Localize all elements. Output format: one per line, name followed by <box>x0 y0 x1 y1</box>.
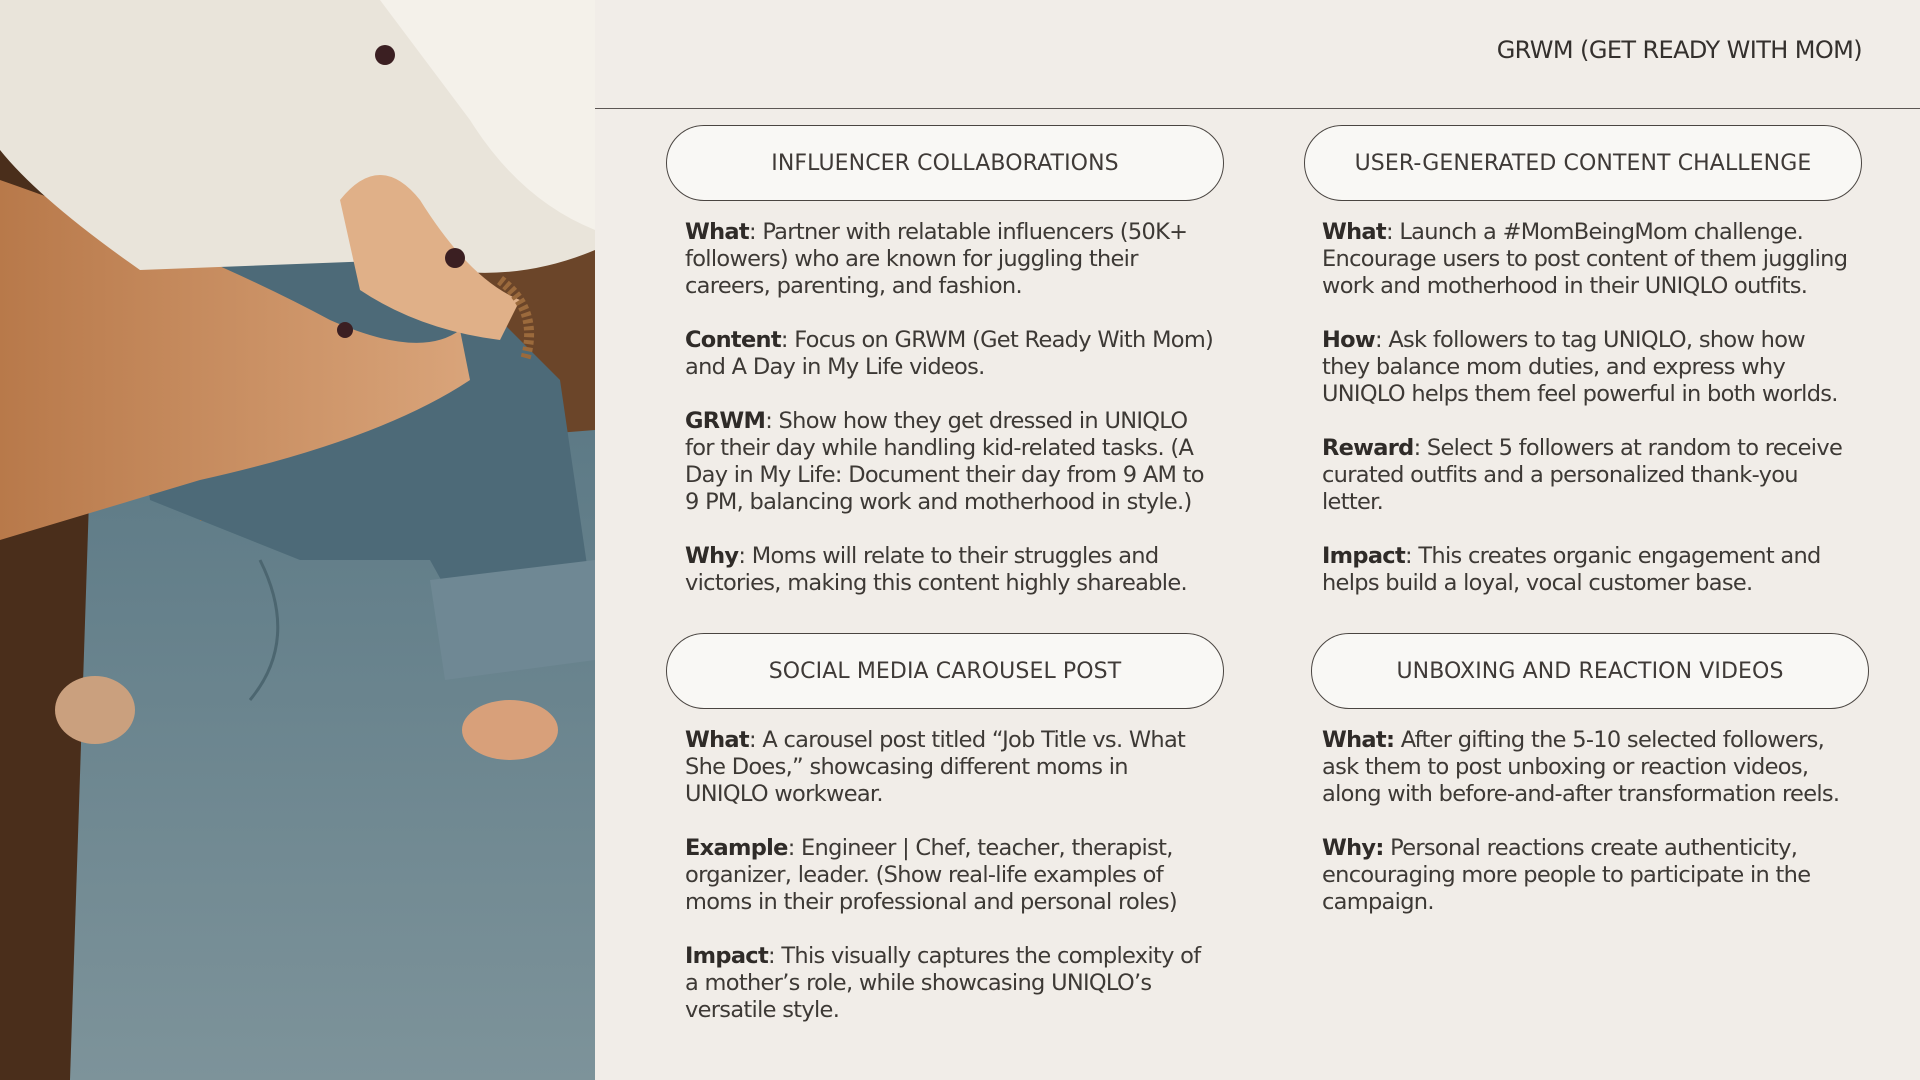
card-paragraph <box>1322 727 1852 808</box>
paragraph-text: Select 5 followers at random to receive curated outfits and a personalized thank-you letter. <box>1322 435 1843 515</box>
card-paragraph <box>1322 219 1852 300</box>
paragraph-separator: : <box>1374 327 1382 353</box>
paragraph-label: Example <box>685 835 788 861</box>
paragraph-text: Partner with relatable influencers (50K+ followers) who are known for juggling their careers, parenting, and fashion. <box>685 219 1188 299</box>
paragraph-separator: : <box>1405 543 1412 569</box>
paragraph-label: What <box>685 727 749 753</box>
paragraph-label: What <box>685 219 749 245</box>
paragraph-separator: : <box>738 543 746 569</box>
card-paragraph <box>685 543 1215 597</box>
paragraph-text: Focus on GRWM (Get Ready With Mom) and A Day in My Life videos. <box>685 327 1214 380</box>
card-body-user-generated-content-challenge <box>1322 219 1852 624</box>
mother-holding-child-photo <box>0 0 595 1080</box>
paragraph-label: Reward <box>1322 435 1414 461</box>
paragraph-label: How <box>1322 327 1375 353</box>
paragraph-separator: : <box>780 327 788 353</box>
paragraph-text: After gifting the 5-10 selected followers, ask them to post unboxing or reaction videos, along with before-and-after transformation reels. <box>1322 727 1840 807</box>
card-title-user-generated-content-challenge: USER-GENERATED CONTENT CHALLENGE <box>1304 125 1862 201</box>
header-divider <box>595 108 1920 109</box>
paragraph-separator: : <box>787 835 795 861</box>
paragraph-text: Personal reactions create authenticity, encouraging more people to participate in the campaign. <box>1322 835 1811 915</box>
card-title-unboxing-and-reaction-videos: UNBOXING AND REACTION VIDEOS <box>1311 633 1869 709</box>
paragraph-text: Moms will relate to their struggles and victories, making this content highly shareable. <box>685 543 1187 596</box>
card-paragraph <box>1322 835 1852 916</box>
paragraph-text: Engineer | Chef, teacher, therapist, organizer, leader. (Show real-life examples of moms in their professional and personal roles) <box>685 835 1177 915</box>
card-title-social-media-carousel-post: SOCIAL MEDIA CAROUSEL POST <box>666 633 1224 709</box>
paragraph-text: A carousel post titled “Job Title vs. What She Does,” showcasing different moms in UNIQLO workwear. <box>685 727 1186 807</box>
card-body-social-media-carousel-post <box>685 727 1215 1051</box>
paragraph-label: What: <box>1322 727 1395 753</box>
card-paragraph <box>1322 543 1852 597</box>
paragraph-label: Impact <box>685 943 768 969</box>
paragraph-text: This visually captures the complexity of a mother’s role, while showcasing UNIQLO’s versatile style. <box>685 943 1201 1023</box>
paragraph-separator: : <box>748 727 756 753</box>
paragraph-text: Show how they get dressed in UNIQLO for their day while handling kid-related tasks. (A Day in My Life: Document their day from 9 AM to 9 PM, balancing work and motherhood in style.) <box>685 408 1204 515</box>
paragraph-label: Content <box>685 327 781 353</box>
card-paragraph <box>685 835 1215 916</box>
card-paragraph <box>685 219 1215 300</box>
paragraph-label: Impact <box>1322 543 1405 569</box>
paragraph-separator: : <box>765 408 773 434</box>
page-title: GRWM (GET READY WITH MOM) <box>1496 36 1862 64</box>
paragraph-text: Launch a #MomBeingMom challenge. Encourage users to post content of them juggling work and motherhood in their UNIQLO outfits. <box>1322 219 1848 299</box>
paragraph-label: Why <box>685 543 739 569</box>
paragraph-label: What <box>1322 219 1386 245</box>
paragraph-label: GRWM <box>685 408 766 434</box>
card-paragraph <box>685 727 1215 808</box>
paragraph-text: This creates organic engagement and helps build a loyal, vocal customer base. <box>1322 543 1821 596</box>
card-paragraph <box>1322 435 1852 516</box>
paragraph-separator: : <box>748 219 756 245</box>
card-paragraph <box>685 327 1215 381</box>
paragraph-separator: : <box>1413 435 1421 461</box>
card-paragraph <box>1322 327 1852 408</box>
paragraph-text: Ask followers to tag UNIQLO, show how they balance mom duties, and express why UNIQLO helps them feel powerful in both worlds. <box>1322 327 1838 407</box>
card-paragraph <box>685 408 1215 516</box>
card-body-unboxing-and-reaction-videos <box>1322 727 1852 943</box>
paragraph-separator: : <box>1385 219 1393 245</box>
paragraph-label: Why: <box>1322 835 1384 861</box>
paragraph-separator: : <box>768 943 775 969</box>
card-paragraph <box>685 943 1215 1024</box>
card-title-influencer-collaborations: INFLUENCER COLLABORATIONS <box>666 125 1224 201</box>
card-body-influencer-collaborations <box>685 219 1215 624</box>
